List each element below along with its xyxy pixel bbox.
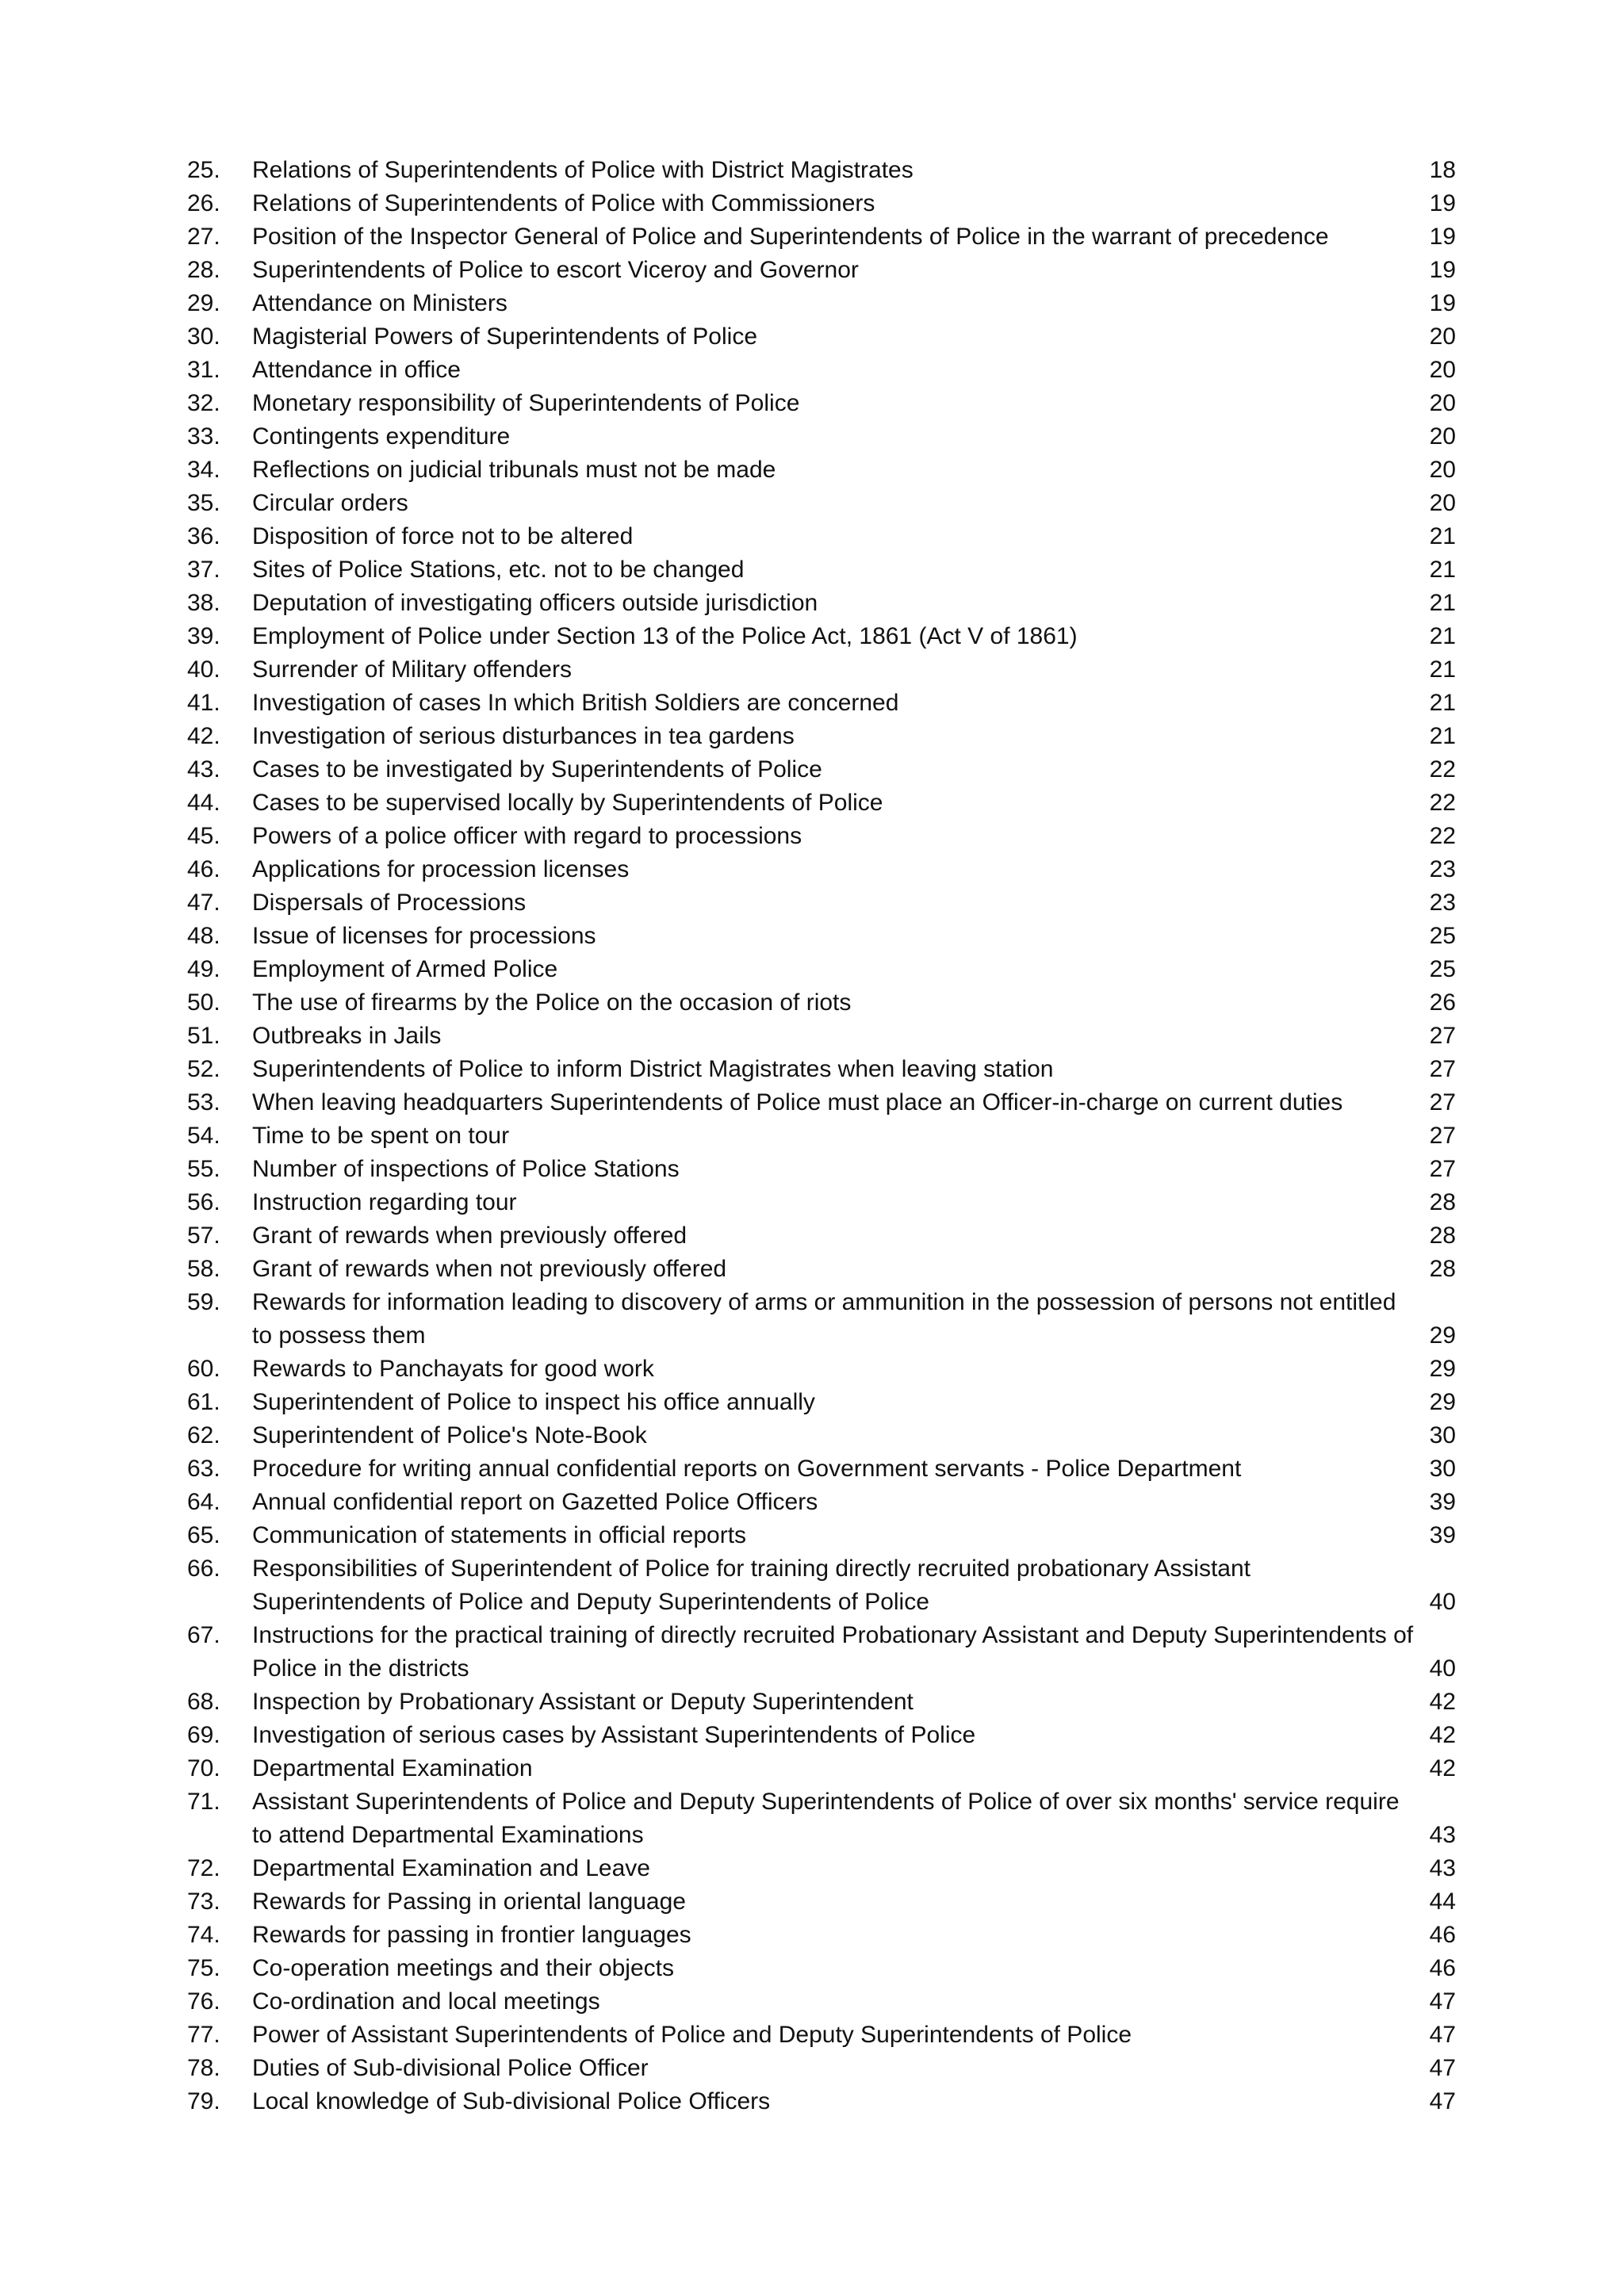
toc-entry-title: Powers of a police officer with regard to processions	[252, 823, 802, 849]
toc-entry-number: 42.	[187, 723, 220, 749]
toc-entry-title: Rewards for Passing in oriental language	[252, 1888, 686, 1915]
toc-entry-number: 49.	[187, 956, 220, 982]
toc-entry-page: 25	[1429, 956, 1456, 982]
toc-entry	[187, 1919, 1456, 1952]
toc-entry-number: 78.	[187, 2055, 220, 2081]
toc-entry-title: Communication of statements in official reports	[252, 1522, 747, 1548]
toc-entry-number: 56.	[187, 1189, 220, 1215]
toc-entry	[187, 786, 1456, 820]
toc-entry	[187, 1419, 1456, 1452]
toc-entry-page: 27	[1429, 1023, 1456, 1049]
toc-entry-title: Cases to be investigated by Superintendents of Police	[252, 756, 822, 783]
toc-entry-page: 21	[1429, 690, 1456, 716]
toc-entry-title: Procedure for writing annual confidential reports on Government servants - Police Department	[252, 1456, 1242, 1482]
toc-entry-title: Reflections on judicial tribunals must not be made	[252, 457, 776, 483]
toc-entry-page: 44	[1429, 1888, 1456, 1915]
toc-entry	[187, 886, 1456, 920]
toc-entry-number: 73.	[187, 1888, 220, 1915]
toc-entry	[187, 687, 1456, 720]
toc-entry-title: Annual confidential report on Gazetted Police Officers	[252, 1489, 818, 1515]
toc-entry-title: Superintendents of Police to escort Viceroy and Governor	[252, 257, 859, 283]
toc-entry-page: 39	[1429, 1489, 1456, 1515]
toc-entry-number: 31.	[187, 357, 220, 383]
toc-entry-page: 22	[1429, 790, 1456, 816]
toc-entry-page: 25	[1429, 923, 1456, 949]
toc-entry-title: Inspection by Probationary Assistant or Deputy Superintendent	[252, 1689, 914, 1715]
toc-entry-title: Issue of licenses for processions	[252, 923, 596, 949]
toc-entry-page: 47	[1429, 1988, 1456, 2015]
toc-entry	[187, 920, 1456, 953]
toc-entry-page: 30	[1429, 1456, 1456, 1482]
toc-entry	[187, 487, 1456, 520]
toc-entry-number: 69.	[187, 1722, 220, 1748]
toc-entry-number: 74.	[187, 1922, 220, 1948]
toc-entry-title: Investigation of serious cases by Assistant Superintendents of Police	[252, 1722, 976, 1748]
toc-entry-number: 68.	[187, 1689, 220, 1715]
toc-entry-number: 79.	[187, 2088, 220, 2114]
toc-entry	[187, 1386, 1456, 1419]
toc-entry	[187, 420, 1456, 453]
toc-entry-page: 40	[1429, 1655, 1456, 1682]
toc-entry-title: Co-ordination and local meetings	[252, 1988, 600, 2015]
toc-entry-title: Sites of Police Stations, etc. not to be changed	[252, 557, 745, 583]
toc-entry-page: 27	[1429, 1056, 1456, 1082]
toc-entry-page: 42	[1429, 1689, 1456, 1715]
toc-entry-title: Instruction regarding tour	[252, 1189, 517, 1215]
toc-entry	[187, 720, 1456, 753]
toc-entry-page: 21	[1429, 523, 1456, 549]
table-of-contents	[187, 154, 1456, 2118]
toc-entry-title: Number of inspections of Police Stations	[252, 1156, 680, 1182]
toc-entry-number: 55.	[187, 1156, 220, 1182]
toc-entry-page: 27	[1429, 1089, 1456, 1115]
toc-entry-number: 52.	[187, 1056, 220, 1082]
toc-entry-number: 76.	[187, 1988, 220, 2015]
toc-entry-page: 21	[1429, 590, 1456, 616]
toc-entry	[187, 1452, 1456, 1486]
toc-entry-title: Power of Assistant Superintendents of Police and Deputy Superintendents of Police	[252, 2022, 1132, 2048]
toc-entry-number: 53.	[187, 1089, 220, 1115]
toc-entry	[187, 2085, 1456, 2118]
toc-entry-number: 77.	[187, 2022, 220, 2048]
toc-entry-number: 32.	[187, 390, 220, 416]
toc-entry	[187, 520, 1456, 553]
toc-entry-page: 26	[1429, 989, 1456, 1016]
toc-entry-number: 33.	[187, 423, 220, 450]
toc-entry-number: 75.	[187, 1955, 220, 1981]
toc-entry-number: 61.	[187, 1389, 220, 1415]
toc-entry	[187, 1552, 1456, 1619]
toc-entry-page: 28	[1429, 1223, 1456, 1249]
toc-entry-number: 57.	[187, 1223, 220, 1249]
toc-entry	[187, 1519, 1456, 1552]
toc-entry-page: 46	[1429, 1922, 1456, 1948]
toc-entry-page: 29	[1429, 1389, 1456, 1415]
toc-entry	[187, 820, 1456, 853]
toc-entry	[187, 1253, 1456, 1286]
toc-entry-number: 71.	[187, 1789, 220, 1815]
toc-entry-number: 39.	[187, 623, 220, 649]
toc-entry-page: 21	[1429, 623, 1456, 649]
toc-entry	[187, 287, 1456, 320]
toc-entry-title: Contingents expenditure	[252, 423, 511, 450]
toc-entry-number: 60.	[187, 1356, 220, 1382]
toc-entry-title: Rewards for information leading to discovery of arms or ammunition in the possession of persons not entitled to possess them	[252, 1289, 1396, 1349]
toc-entry-page: 47	[1429, 2088, 1456, 2114]
toc-entry-title: Employment of Armed Police	[252, 956, 558, 982]
toc-entry-page: 20	[1429, 357, 1456, 383]
toc-entry-number: 46.	[187, 856, 220, 882]
toc-entry-title: Departmental Examination and Leave	[252, 1855, 650, 1881]
toc-entry-title: Instructions for the practical training of directly recruited Probationary Assistant and Deputy Superintendents of Police in the districts	[252, 1622, 1414, 1682]
toc-entry	[187, 1752, 1456, 1785]
toc-entry	[187, 587, 1456, 620]
toc-entry-title: Responsibilities of Superintendent of Police for training directly recruited probationary Assistant Superintendents of Police and Deputy Superintendents of Police	[252, 1556, 1251, 1615]
toc-entry-title: Deputation of investigating officers outside jurisdiction	[252, 590, 818, 616]
toc-entry-page: 43	[1429, 1822, 1456, 1848]
toc-entry-title: Dispersals of Processions	[252, 890, 527, 916]
toc-entry-page: 46	[1429, 1955, 1456, 1981]
toc-entry-page: 19	[1429, 290, 1456, 316]
toc-entry	[187, 1985, 1456, 2019]
toc-entry-title: Investigation of serious disturbances in tea gardens	[252, 723, 795, 749]
toc-entry-page: 29	[1429, 1322, 1456, 1349]
toc-entry-page: 40	[1429, 1589, 1456, 1615]
toc-entry-page: 47	[1429, 2055, 1456, 2081]
toc-entry	[187, 1486, 1456, 1519]
toc-entry-number: 35.	[187, 490, 220, 516]
toc-entry-number: 50.	[187, 989, 220, 1016]
toc-entry	[187, 187, 1456, 220]
toc-entry-page: 39	[1429, 1522, 1456, 1548]
toc-entry-number: 66.	[187, 1556, 220, 1582]
toc-entry-number: 34.	[187, 457, 220, 483]
toc-entry-number: 43.	[187, 756, 220, 783]
toc-entry	[187, 853, 1456, 886]
toc-entry-title: Grant of rewards when not previously offered	[252, 1256, 727, 1282]
toc-entry-number: 40.	[187, 656, 220, 683]
toc-entry-title: Rewards for passing in frontier languages	[252, 1922, 691, 1948]
toc-entry	[187, 553, 1456, 587]
toc-entry-number: 38.	[187, 590, 220, 616]
toc-entry	[187, 620, 1456, 653]
toc-entry-title: Superintendents of Police to inform District Magistrates when leaving station	[252, 1056, 1054, 1082]
toc-entry	[187, 986, 1456, 1020]
toc-entry-number: 70.	[187, 1755, 220, 1781]
toc-entry-page: 18	[1429, 157, 1456, 183]
toc-entry	[187, 320, 1456, 354]
toc-entry-number: 64.	[187, 1489, 220, 1515]
toc-entry-number: 44.	[187, 790, 220, 816]
toc-entry-title: Attendance on Ministers	[252, 290, 508, 316]
toc-entry-number: 26.	[187, 190, 220, 216]
toc-entry-title: Cases to be supervised locally by Superintendents of Police	[252, 790, 883, 816]
toc-entry-page: 23	[1429, 856, 1456, 882]
toc-entry-page: 21	[1429, 557, 1456, 583]
toc-entry-title: Local knowledge of Sub-divisional Police Officers	[252, 2088, 771, 2114]
toc-entry-page: 42	[1429, 1722, 1456, 1748]
toc-entry-number: 29.	[187, 290, 220, 316]
toc-entry-title: Attendance in office	[252, 357, 461, 383]
toc-entry-page: 21	[1429, 656, 1456, 683]
toc-entry	[187, 1053, 1456, 1086]
toc-entry	[187, 2019, 1456, 2052]
toc-entry-title: Relations of Superintendents of Police with District Magistrates	[252, 157, 914, 183]
toc-entry	[187, 1686, 1456, 1719]
toc-entry-title: Co-operation meetings and their objects	[252, 1955, 674, 1981]
toc-entry-number: 48.	[187, 923, 220, 949]
toc-entry-page: 21	[1429, 723, 1456, 749]
toc-entry-page: 20	[1429, 457, 1456, 483]
toc-entry	[187, 254, 1456, 287]
toc-entry-number: 36.	[187, 523, 220, 549]
toc-entry-page: 29	[1429, 1356, 1456, 1382]
toc-entry	[187, 1020, 1456, 1053]
toc-entry-number: 59.	[187, 1289, 220, 1315]
toc-entry-number: 28.	[187, 257, 220, 283]
toc-entry	[187, 1353, 1456, 1386]
toc-entry-title: Disposition of force not to be altered	[252, 523, 634, 549]
toc-entry-number: 67.	[187, 1622, 220, 1648]
toc-entry	[187, 1186, 1456, 1219]
toc-entry-number: 58.	[187, 1256, 220, 1282]
toc-entry-page: 28	[1429, 1256, 1456, 1282]
toc-entry	[187, 1719, 1456, 1752]
toc-entry-title: Relations of Superintendents of Police with Commissioners	[252, 190, 875, 216]
toc-entry-title: Assistant Superintendents of Police and Deputy Superintendents of Police of over six months' service require to attend Departmental Examinations	[252, 1789, 1400, 1848]
toc-entry	[187, 1086, 1456, 1119]
toc-entry	[187, 1885, 1456, 1919]
toc-entry-title: Time to be spent on tour	[252, 1123, 510, 1149]
toc-entry-title: Circular orders	[252, 490, 408, 516]
toc-entry-number: 47.	[187, 890, 220, 916]
toc-entry-page: 22	[1429, 823, 1456, 849]
toc-entry-title: Surrender of Military offenders	[252, 656, 572, 683]
toc-entry-page: 20	[1429, 390, 1456, 416]
toc-entry-title: Investigation of cases In which British Soldiers are concerned	[252, 690, 899, 716]
toc-entry-page: 19	[1429, 190, 1456, 216]
toc-entry-page: 47	[1429, 2022, 1456, 2048]
toc-entry	[187, 653, 1456, 687]
toc-entry-title: Magisterial Powers of Superintendents of Police	[252, 323, 758, 350]
toc-entry-title: Superintendent of Police to inspect his office annually	[252, 1389, 815, 1415]
toc-entry	[187, 220, 1456, 254]
toc-entry-title: Duties of Sub-divisional Police Officer	[252, 2055, 649, 2081]
toc-entry-title: Position of the Inspector General of Police and Superintendents of Police in the warrant of precedence	[252, 224, 1329, 250]
toc-entry-page: 28	[1429, 1189, 1456, 1215]
toc-entry-number: 62.	[187, 1422, 220, 1448]
toc-entry-page: 42	[1429, 1755, 1456, 1781]
toc-entry	[187, 154, 1456, 187]
toc-entry-page: 20	[1429, 490, 1456, 516]
toc-entry-title: Applications for procession licenses	[252, 856, 630, 882]
toc-entry-page: 23	[1429, 890, 1456, 916]
toc-entry-page: 30	[1429, 1422, 1456, 1448]
toc-entry-number: 45.	[187, 823, 220, 849]
toc-entry	[187, 2052, 1456, 2085]
toc-entry-page: 27	[1429, 1156, 1456, 1182]
toc-entry-page: 20	[1429, 323, 1456, 350]
toc-entry	[187, 1785, 1456, 1852]
toc-entry-page: 22	[1429, 756, 1456, 783]
toc-entry-title: Outbreaks in Jails	[252, 1023, 442, 1049]
toc-entry	[187, 1153, 1456, 1186]
toc-entry-title: When leaving headquarters Superintendents of Police must place an Officer-in-charge on current duties	[252, 1089, 1343, 1115]
toc-entry	[187, 1952, 1456, 1985]
toc-entry-page: 43	[1429, 1855, 1456, 1881]
toc-entry-number: 41.	[187, 690, 220, 716]
toc-entry-page: 19	[1429, 224, 1456, 250]
toc-entry	[187, 1219, 1456, 1253]
toc-entry-page: 19	[1429, 257, 1456, 283]
toc-entry	[187, 1286, 1456, 1353]
toc-entry-number: 54.	[187, 1123, 220, 1149]
toc-entry	[187, 953, 1456, 986]
toc-entry	[187, 753, 1456, 786]
toc-entry-number: 65.	[187, 1522, 220, 1548]
toc-entry	[187, 387, 1456, 420]
toc-entry-title: Monetary responsibility of Superintendents of Police	[252, 390, 800, 416]
toc-entry-title: Employment of Police under Section 13 of the Police Act, 1861 (Act V of 1861)	[252, 623, 1078, 649]
toc-entry	[187, 354, 1456, 387]
toc-entry	[187, 1852, 1456, 1885]
toc-entry-number: 37.	[187, 557, 220, 583]
toc-entry-title: Rewards to Panchayats for good work	[252, 1356, 654, 1382]
toc-entry-title: Departmental Examination	[252, 1755, 533, 1781]
toc-entry-number: 72.	[187, 1855, 220, 1881]
toc-entry-number: 63.	[187, 1456, 220, 1482]
toc-entry-number: 27.	[187, 224, 220, 250]
toc-entry-number: 30.	[187, 323, 220, 350]
toc-entry	[187, 453, 1456, 487]
toc-entry-page: 27	[1429, 1123, 1456, 1149]
toc-entry	[187, 1119, 1456, 1153]
toc-entry	[187, 1619, 1456, 1686]
toc-entry-page: 20	[1429, 423, 1456, 450]
toc-entry-title: The use of firearms by the Police on the occasion of riots	[252, 989, 852, 1016]
toc-entry-title: Superintendent of Police's Note-Book	[252, 1422, 647, 1448]
toc-entry-number: 25.	[187, 157, 220, 183]
toc-entry-title: Grant of rewards when previously offered	[252, 1223, 688, 1249]
toc-entry-number: 51.	[187, 1023, 220, 1049]
